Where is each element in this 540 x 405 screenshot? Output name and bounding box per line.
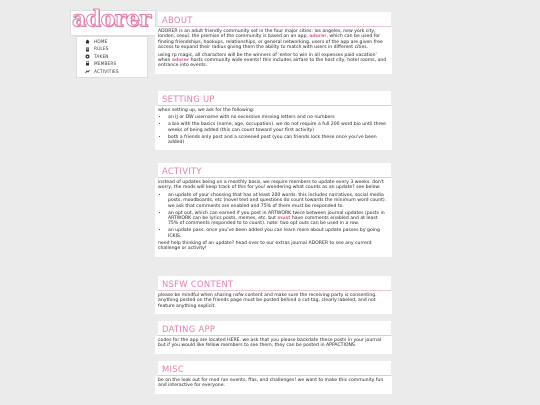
home-icon <box>85 39 90 44</box>
text: ADORER is an adult friendly community set in the four major cities: los angeles, new york city, london, seoul. the premise of the community is based on an app, <box>158 29 376 40</box>
paragraph <box>158 53 389 69</box>
section-body <box>155 291 392 314</box>
nav-item-activities[interactable] <box>77 68 147 75</box>
rules-icon <box>85 47 90 52</box>
section-header <box>158 12 391 27</box>
list-item: • a bio with the basics (name, age, occupation). we do not require a full 200 word bio until three weeks of being added (this can count toward your first activity) <box>168 122 389 133</box>
app-link[interactable]: adorer <box>171 58 190 64</box>
outro: need help thinking of an update? head over to our extras journal ADORER to see any current challenge or activity! <box>158 241 372 252</box>
section-title: MISC <box>162 364 185 374</box>
section-header <box>158 163 391 178</box>
paragraph: be on the look out for mod ran events, ffas, and challenges! we want to make this community fun and interactive for everyone. <box>158 378 384 389</box>
section-title: ABOUT <box>162 15 193 25</box>
app-link[interactable]: adorer <box>309 34 327 40</box>
section-header <box>158 321 391 336</box>
nav-label: TAKEN <box>94 53 109 59</box>
section-title: SETTING UP <box>162 94 215 104</box>
text: an opt out, which can earned if you post in <box>168 210 269 216</box>
section-header <box>158 276 391 291</box>
requirements-list <box>158 115 389 145</box>
section-header <box>158 91 391 106</box>
paragraph: codes for the app are located HERE. we ask that you please backdate these posts in your journal but if you would like fellow members to see them, they can be posted in APPACTIONS. <box>158 338 382 349</box>
nav-item-rules[interactable] <box>77 45 147 52</box>
text: , which can be used for finding friendships, hookups, relationships, or general networking. users of the app are given free access to expand their radius giving them the ability to match with users in different cities. <box>158 34 383 51</box>
intro: instead of updates being on a monthly basis, we require members to update every 3 weeks. don't worry, the mods will keep track of this for you! wondering what counts as an update? see below: <box>158 180 384 191</box>
section-header <box>158 361 391 376</box>
section-title: ACTIVITY <box>162 166 202 176</box>
emphasis: must <box>277 215 291 221</box>
section-misc <box>155 361 392 394</box>
list-item <box>168 211 389 227</box>
section-activity <box>155 163 392 257</box>
intro: when setting up, we ask for the following: <box>158 108 255 113</box>
list-item: • an IJ or DW username with no excessive missing letters and no numbers <box>168 115 389 120</box>
section-body <box>155 336 392 354</box>
list-item: • an update of your choosing that has at least 200 words. this includes narratives, social media posts, moodboards, etc (novel text and questions do count towards the minimum word count). we ask that comments are enabled and 75% of them must be responded to. <box>168 193 389 209</box>
section-dating <box>155 321 392 354</box>
nav-label: MEMBERS <box>94 61 117 67</box>
section-title: DATING APP <box>162 324 216 334</box>
section-body <box>155 106 392 150</box>
section-title: NSFW CONTENT <box>162 279 234 289</box>
nav-label: HOME <box>94 39 108 44</box>
paragraph <box>158 29 389 51</box>
section-body <box>155 178 392 257</box>
activities-icon <box>85 69 90 74</box>
update-list <box>158 193 389 239</box>
logo[interactable]: adorer <box>72 6 151 32</box>
members-icon <box>85 61 90 66</box>
nav-label: RULES <box>94 46 109 52</box>
section-body <box>155 27 392 74</box>
section-nsfw <box>155 276 392 314</box>
artwork-link[interactable]: ARTWORK <box>268 210 292 216</box>
text: using rp magic, all characters will be the winners of 'enter to win in all expenses paid vacation' when <box>158 52 377 64</box>
section-setup <box>155 91 392 150</box>
list-item: • an update pass. once you've been added you can learn more about update passes by going ICKIS. <box>168 228 389 239</box>
text: hosts community wide events! this includes airfare to the host city, hotel rooms, and entrance into events. <box>158 58 387 69</box>
taken-icon <box>85 54 90 59</box>
sidebar-nav <box>76 36 148 78</box>
nav-item-home[interactable] <box>77 38 147 45</box>
section-about <box>155 12 392 74</box>
nav-item-taken[interactable] <box>77 53 147 60</box>
nav-item-members[interactable] <box>77 60 147 67</box>
section-body <box>155 376 392 394</box>
text: have comments enabled and at least 75% of comments responded to to count). note: two opt outs can be used in a row. <box>168 215 378 227</box>
list-item: • both a friends only post and a screened post (you can friends lock these once you've been added) <box>168 135 389 146</box>
text: twice between journal updates (posts in ARTWORK can be lyrics posts, memes, etc. but <box>168 210 385 221</box>
nav-label: ACTIVITIES <box>94 68 119 74</box>
paragraph: please be mindful when sharing nsfw content and make sure the receiving party is consenting. anything posted on the friends page must be posted behind a cut-tag, clearly labeled, and not feature anything explicit. <box>158 293 377 309</box>
